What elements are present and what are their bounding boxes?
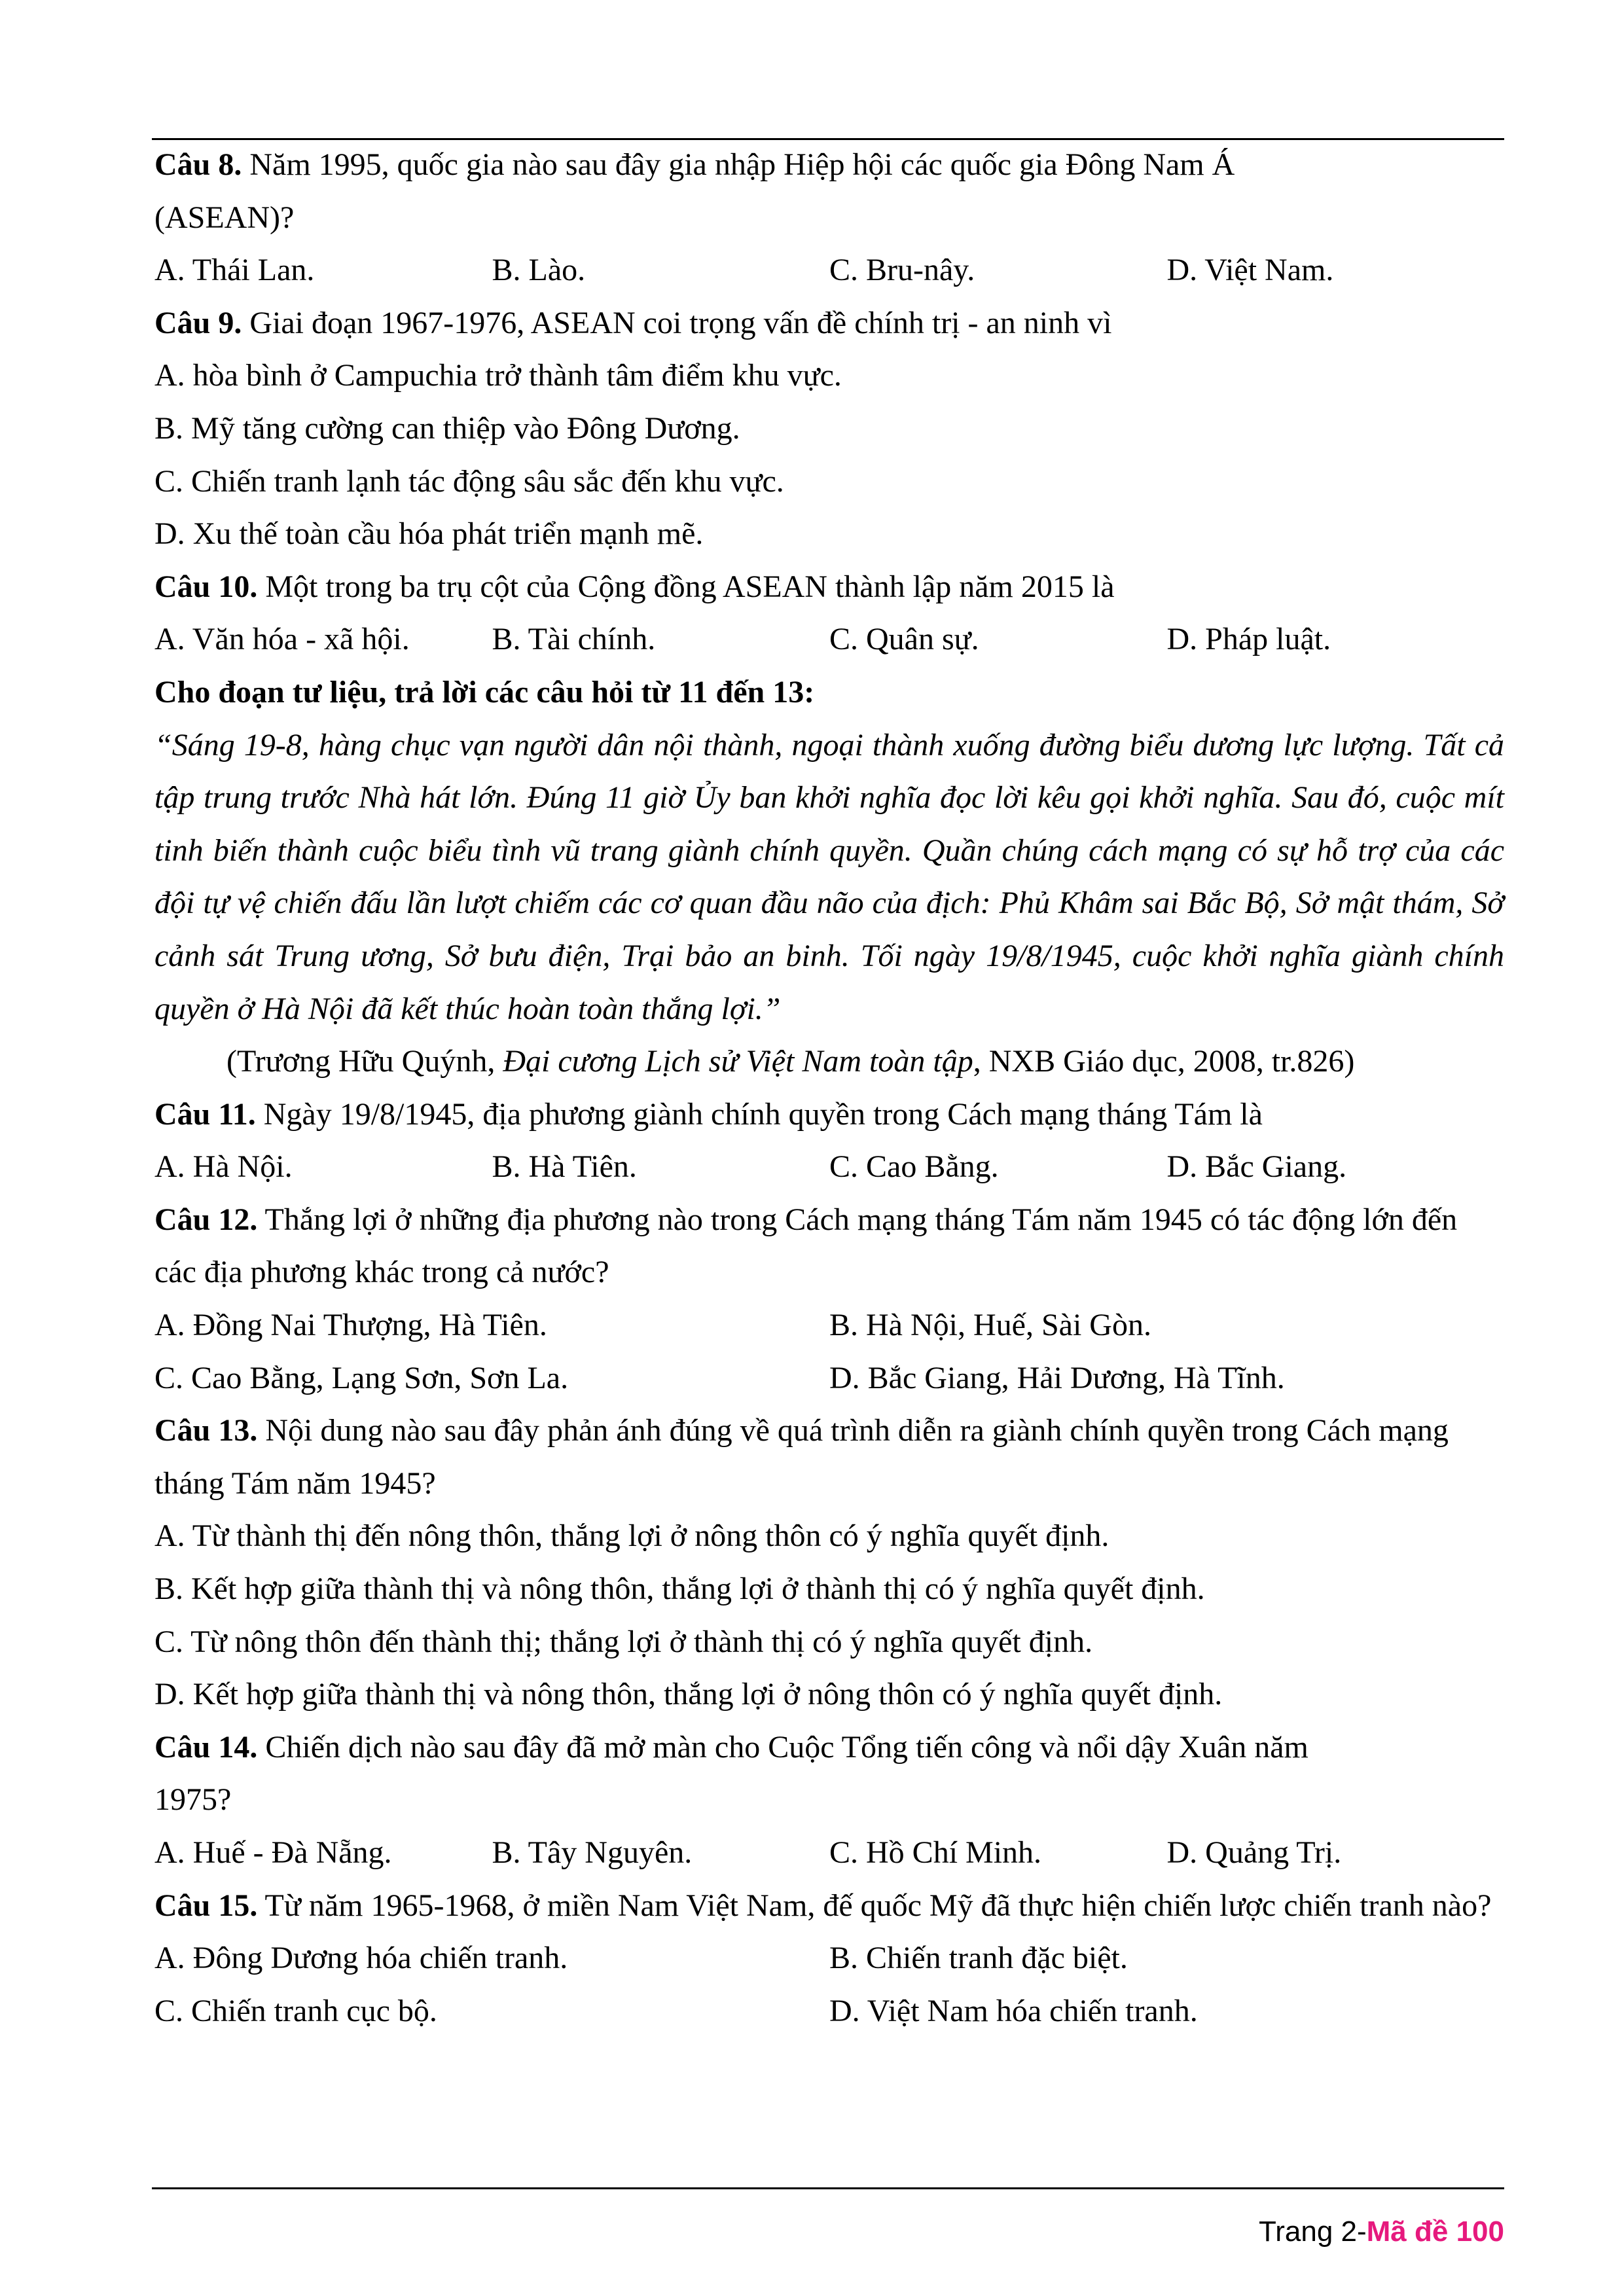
question-12-label: Câu 12.	[154, 1202, 258, 1237]
question-11-stem: Câu 11. Ngày 19/8/1945, địa phương giành chính quyền trong Cách mạng tháng Tám là	[154, 1096, 1263, 1132]
option-b: B. Hà Nội, Huế, Sài Gòn.	[829, 1308, 1151, 1343]
question-12-stem: Câu 12. Thắng lợi ở những địa phương nào trong Cách mạng tháng Tám năm 1945 có tác động lớn đến các địa phương khác trong cả nước?	[154, 1202, 1458, 1290]
question-8-options	[154, 244, 1504, 297]
option-d: D. Kết hợp giữa thành thị và nông thôn, thắng lợi ở nông thôn có ý nghĩa quyết định.	[154, 1677, 1223, 1712]
option-b: B. Mỹ tăng cường can thiệp vào Đông Dương.	[154, 410, 740, 446]
question-9-stem: Câu 9. Giai đoạn 1967-1976, ASEAN coi trọng vấn đề chính trị - an ninh vì	[154, 305, 1112, 340]
option-d: D. Việt Nam.	[1166, 253, 1334, 288]
option-a: A. Hà Nội.	[154, 1149, 293, 1185]
passage-source: (Trương Hữu Quýnh, Đại cương Lịch sử Việt Nam toàn tập, NXB Giáo dục, 2008, tr.826)	[226, 1044, 1355, 1079]
question-10-label: Câu 10.	[154, 569, 258, 604]
source-title: Đại cương Lịch sử Việt Nam toàn tập	[503, 1044, 973, 1079]
option-c: C. Hồ Chí Minh.	[829, 1835, 1042, 1870]
question-14-stem-cont: 1975?	[154, 1782, 232, 1818]
question-10-options	[154, 613, 1504, 666]
question-9-label: Câu 9.	[154, 305, 242, 340]
option-a: A. Huế - Đà Nẵng.	[154, 1835, 392, 1870]
exam-content	[154, 139, 1504, 2037]
option-a: A. Đồng Nai Thượng, Hà Tiên.	[154, 1308, 547, 1343]
option-b: B. Lào.	[492, 253, 586, 288]
option-c: C. Bru-nây.	[829, 253, 975, 288]
option-b: B. Chiến tranh đặc biệt.	[829, 1941, 1128, 1976]
question-15-options-row-1	[154, 1932, 1504, 1985]
page-number: Trang 2-	[1259, 2215, 1367, 2248]
option-d: D. Việt Nam hóa chiến tranh.	[829, 1993, 1198, 2028]
option-d: D. Bắc Giang, Hải Dương, Hà Tĩnh.	[829, 1360, 1285, 1395]
option-a: A. Đông Dương hóa chiến tranh.	[154, 1941, 568, 1976]
option-c: C. Chiến tranh cục bộ.	[154, 1993, 437, 2028]
question-14-options	[154, 1827, 1504, 1880]
option-d: D. Bắc Giang.	[1166, 1149, 1347, 1185]
question-15-stem: Câu 15. Từ năm 1965-1968, ở miền Nam Việt Nam, đế quốc Mỹ đã thực hiện chiến lược chiến tranh nào?	[154, 1888, 1492, 1923]
passage-quote: “Sáng 19-8, hàng chục vạn người dân nội thành, ngoại thành xuống đường biểu dương lực lượng. Tất cả tập trung trước Nhà hát lớn. Đúng 11 giờ Ủy ban khởi nghĩa đọc lời kêu gọi khởi nghĩa. Sau đó, cuộc mít tinh biến thành cuộc biểu tình vũ trang giành chính quyền. Quần chúng cách mạng có sự hỗ trợ của các đội tự vệ chiến đấu lần lượt chiếm các cơ quan đầu não của địch: Phủ Khâm sai Bắc Bộ, Sở mật thám, Sở cảnh sát Trung ương, Sở bưu điện, Trại bảo an binh. Tối ngày 19/8/1945, cuộc khởi nghĩa giành chính quyền ở Hà Nội đã kết thúc hoàn toàn thắng lợi.”	[154, 727, 1504, 1026]
option-a: A. Từ thành thị đến nông thôn, thắng lợi ở nông thôn có ý nghĩa quyết định.	[154, 1518, 1110, 1554]
question-8-stem-cont: (ASEAN)?	[154, 200, 295, 235]
option-d: D. Quảng Trị.	[1166, 1835, 1342, 1870]
option-c: C. Từ nông thôn đến thành thị; thắng lợi ở thành thị có ý nghĩa quyết định.	[154, 1624, 1093, 1659]
question-15-options-row-2	[154, 1985, 1504, 2038]
option-b: B. Tây Nguyên.	[492, 1835, 693, 1870]
bottom-rule	[152, 2187, 1504, 2189]
option-b: B. Hà Tiên.	[492, 1149, 637, 1185]
page-footer	[1259, 2215, 1504, 2248]
option-a: A. Văn hóa - xã hội.	[154, 622, 410, 657]
question-14-label: Câu 14.	[154, 1729, 258, 1765]
question-8-label: Câu 8.	[154, 147, 242, 182]
question-11-label: Câu 11.	[154, 1096, 256, 1132]
question-12-options-row-1	[154, 1299, 1504, 1352]
option-d: D. Xu thế toàn cầu hóa phát triển mạnh mẽ.	[154, 516, 704, 552]
passage-lead: Cho đoạn tư liệu, trả lời các câu hỏi từ 11 đến 13:	[154, 674, 815, 709]
option-c: C. Chiến tranh lạnh tác động sâu sắc đến khu vực.	[154, 463, 784, 499]
option-b: B. Kết hợp giữa thành thị và nông thôn, thắng lợi ở thành thị có ý nghĩa quyết định.	[154, 1571, 1205, 1607]
option-a: A. Thái Lan.	[154, 253, 315, 288]
question-8-stem: Câu 8. Năm 1995, quốc gia nào sau đây gia nhập Hiệp hội các quốc gia Đông Nam Á	[154, 147, 1235, 182]
option-b: B. Tài chính.	[492, 622, 656, 657]
exam-code: Mã đề 100	[1366, 2215, 1504, 2248]
question-13-label: Câu 13.	[154, 1413, 258, 1448]
question-10-stem: Câu 10. Một trong ba trụ cột của Cộng đồng ASEAN thành lập năm 2015 là	[154, 569, 1115, 604]
question-15-label: Câu 15.	[154, 1888, 258, 1923]
option-d: D. Pháp luật.	[1166, 622, 1331, 657]
option-a: A. hòa bình ở Campuchia trở thành tâm điểm khu vực.	[154, 358, 842, 393]
question-11-options	[154, 1141, 1504, 1194]
question-12-options-row-2	[154, 1352, 1504, 1405]
option-c: C. Cao Bằng.	[829, 1149, 999, 1185]
option-c: C. Quân sự.	[829, 622, 979, 657]
question-14-stem: Câu 14. Chiến dịch nào sau đây đã mở màn cho Cuộc Tổng tiến công và nổi dậy Xuân năm	[154, 1729, 1308, 1765]
option-c: C. Cao Bằng, Lạng Sơn, Sơn La.	[154, 1360, 569, 1395]
question-13-stem: Câu 13. Nội dung nào sau đây phản ánh đúng về quá trình diễn ra giành chính quyền trong Cách mạng tháng Tám năm 1945?	[154, 1413, 1449, 1501]
